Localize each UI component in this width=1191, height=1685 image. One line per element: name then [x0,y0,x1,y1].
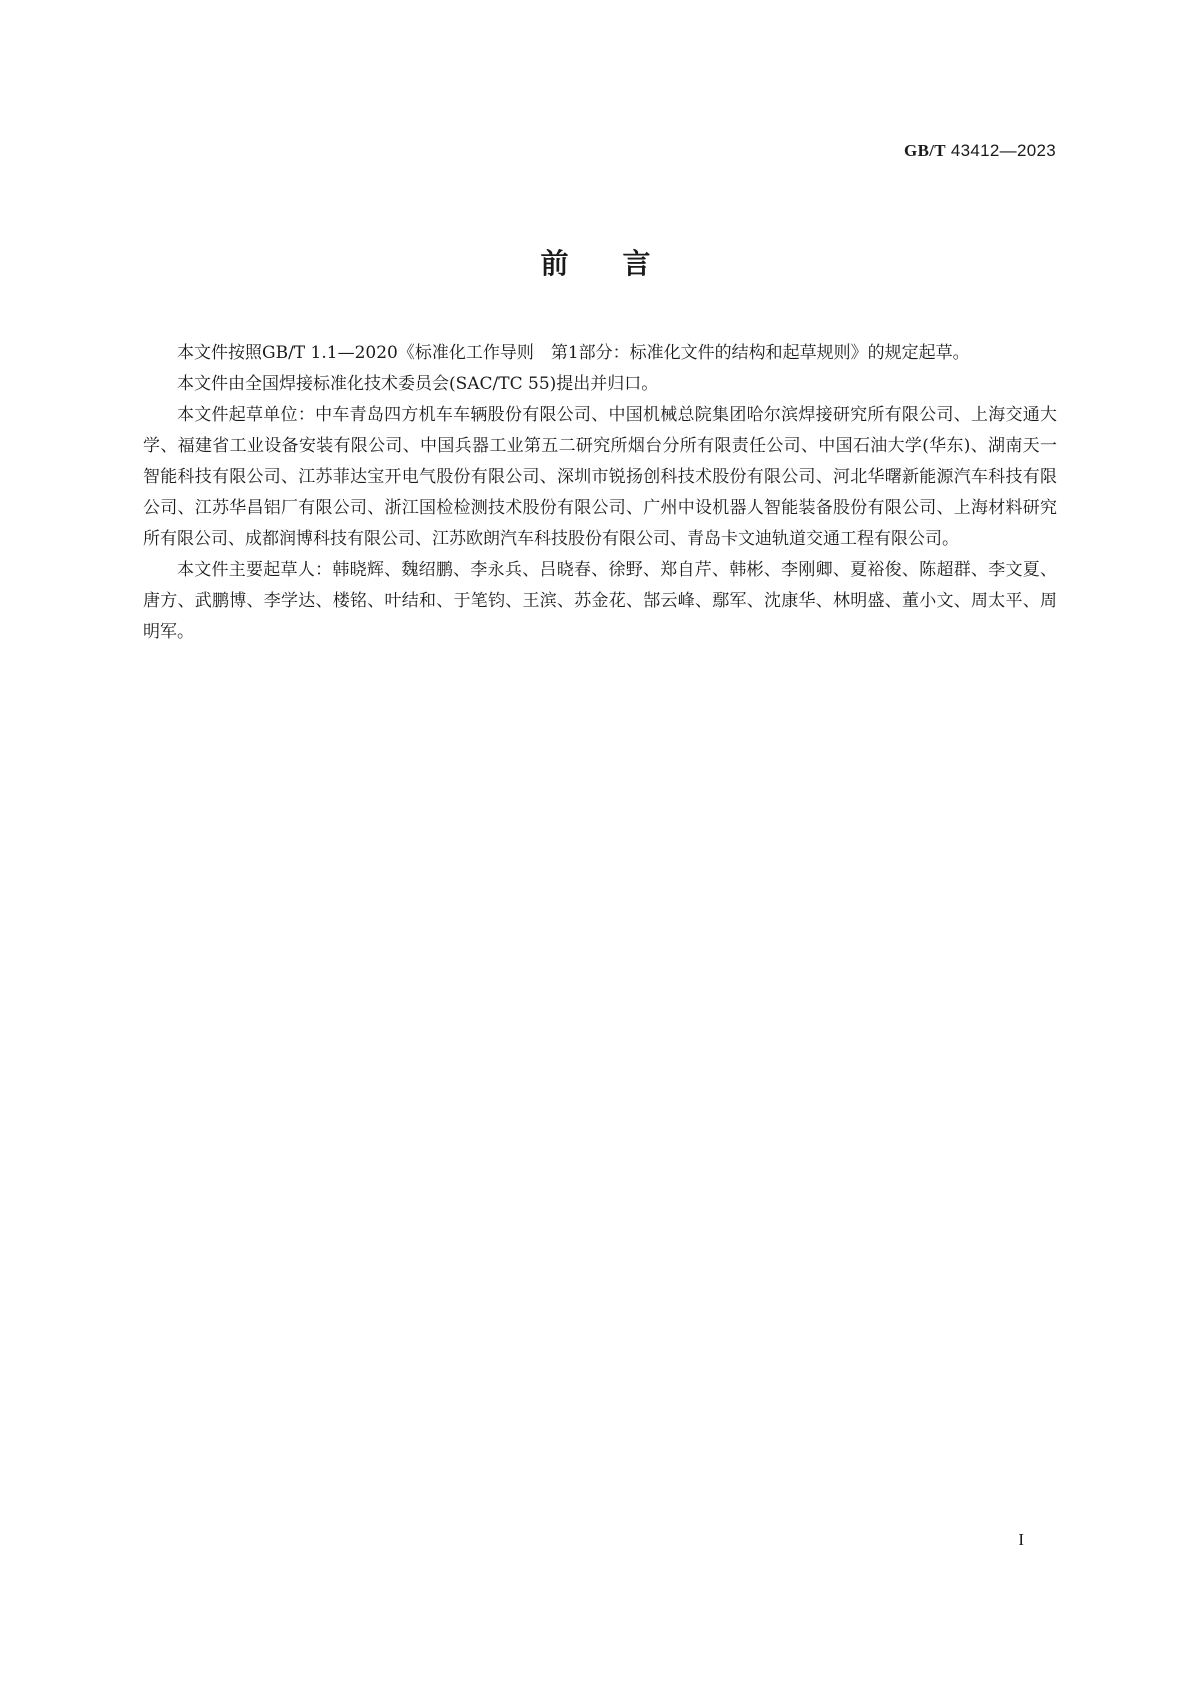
foreword-body [143,338,1057,648]
paragraph-proposer: 本文件由全国焊接标准化技术委员会(SAC/TC 55)提出并归口。 [177,374,659,394]
paragraph-drafters: 本文件主要起草人：韩晓辉、魏绍鹏、李永兵、吕晓春、徐野、郑自芹、韩彬、李刚卿、夏裕俊、陈超群、李文夏、唐方、武鹏博、李学达、楼铭、叶结和、于笔钧、王滨、苏金花、郜云峰、鄢军、沈康华、林明盛、董小文、周太平、周明军。 [143,560,1057,642]
standard-code: 43412—2023 [950,141,1056,160]
paragraph-drafting-rules: 本文件按照GB/T 1.1—2020《标准化工作导则 第1部分：标准化文件的结构和起草规则》的规定起草。 [177,343,970,363]
page-number: I [1018,1530,1024,1549]
paragraph-drafting-units: 本文件起草单位：中车青岛四方机车车辆股份有限公司、中国机械总院集团哈尔滨焊接研究所有限公司、上海交通大学、福建省工业设备安装有限公司、中国兵器工业第五二研究所烟台分所有限责任公司、中国石油大学(华东)、湖南天一智能科技有限公司、江苏菲达宝开电气股份有限公司、深圳市锐扬创科技术股份有限公司、河北华曙新能源汽车科技有限公司、江苏华昌铝厂有限公司、浙江国检检测技术股份有限公司、广州中设机器人智能装备股份有限公司、上海材料研究所有限公司、成都润博科技有限公司、江苏欧朗汽车科技股份有限公司、青岛卡文迪轨道交通工程有限公司。 [143,405,1057,549]
standard-number [904,141,1056,161]
standard-prefix: GB/T [904,141,946,160]
page-title: 前言 [540,247,705,280]
